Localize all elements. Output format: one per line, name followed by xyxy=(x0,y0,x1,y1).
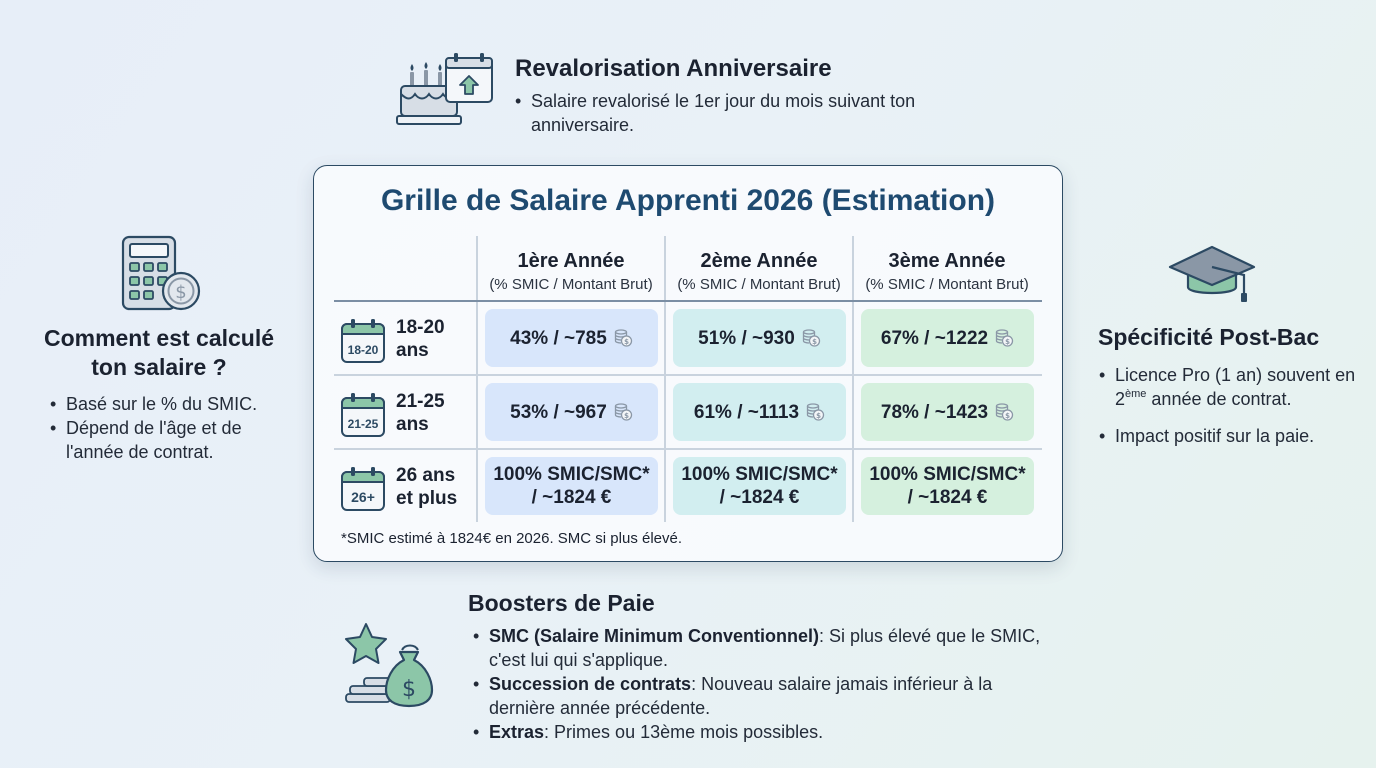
list-item: • SMC (Salaire Minimum Conventionnel): Si plus élevé que le SMIC, c'est lui qui s'applique. xyxy=(473,624,1053,672)
table-cell: 78% / ~1423 xyxy=(861,383,1034,441)
divider xyxy=(334,374,1042,376)
list-item: • Licence Pro (1 an) souvent en 2ème année de contrat. xyxy=(1099,363,1359,411)
svg-text:26+: 26+ xyxy=(351,489,375,505)
list-item: • Dépend de l'âge et de l'année de contrat. xyxy=(50,416,290,464)
calculation-list xyxy=(50,392,290,464)
svg-text:$: $ xyxy=(402,677,416,702)
table-cell: 100% SMIC/SMC* / ~1824 € xyxy=(861,457,1034,515)
calculator-coin-icon xyxy=(117,235,205,315)
list-item: • Impact positif sur la paie. xyxy=(1099,424,1359,448)
boosters-title: Boosters de Paie xyxy=(468,590,655,616)
coin-stack-icon xyxy=(613,328,633,348)
graduation-cap-icon xyxy=(1168,243,1256,305)
coin-stack-icon xyxy=(801,328,821,348)
table-title: Grille de Salaire Apprenti 2026 (Estimation) xyxy=(380,184,996,217)
column-header-year2: 2ème Année (% SMIC / Montant Brut) xyxy=(677,250,841,293)
anniversary-title: Revalorisation Anniversaire xyxy=(515,55,832,82)
row-header-21-25: 21-25 21-25 ans xyxy=(340,388,472,442)
list-item: • Basé sur le % du SMIC. xyxy=(50,392,290,416)
header-divider xyxy=(334,300,1042,302)
birthday-cake-calendar-icon xyxy=(396,52,496,128)
calendar-icon xyxy=(340,392,386,438)
list-item: • Extras: Primes ou 13ème mois possibles. xyxy=(473,720,1053,744)
list-item: • Salaire revalorisé le 1er jour du mois suivant ton anniversaire. xyxy=(515,89,955,137)
post-bac-title: Spécificité Post-Bac xyxy=(1098,324,1320,350)
boosters-list xyxy=(473,624,1053,744)
svg-text:18-20: 18-20 xyxy=(347,343,379,357)
table-cell: 61% / ~1113 xyxy=(673,383,846,441)
column-header-year1: 1ère Année (% SMIC / Montant Brut) xyxy=(489,250,653,293)
table-cell: 53% / ~967 xyxy=(485,383,658,441)
table-footnote: *SMIC estimé à 1824€ en 2026. SMC si plus élevé. xyxy=(341,530,683,547)
table-cell: 100% SMIC/SMC* / ~1824 € xyxy=(673,457,846,515)
calculation-title: Comment est calculé ton salaire ? xyxy=(43,325,275,380)
coin-stack-icon xyxy=(994,328,1014,348)
list-item: • Succession de contrats: Nouveau salaire jamais inférieur à la dernière année précédente. xyxy=(473,672,1053,720)
anniversary-list xyxy=(515,89,955,137)
svg-text:21-25: 21-25 xyxy=(347,417,379,431)
coin-stack-icon xyxy=(613,402,633,422)
calendar-icon xyxy=(340,318,386,364)
row-header-18-20: 18-20 18-20 ans xyxy=(340,314,472,368)
coin-stack-icon xyxy=(994,402,1014,422)
table-cell: 51% / ~930 xyxy=(673,309,846,367)
row-header-26-plus: 26+ 26 ans et plus xyxy=(340,462,472,516)
table-cell: 43% / ~785 xyxy=(485,309,658,367)
divider xyxy=(334,448,1042,450)
post-bac-list xyxy=(1099,363,1359,461)
table-cell: 100% SMIC/SMC* / ~1824 € xyxy=(485,457,658,515)
star-money-bag-icon xyxy=(342,622,438,712)
coin-stack-icon xyxy=(805,402,825,422)
svg-text:$: $ xyxy=(175,282,187,303)
table-cell: 67% / ~1222 xyxy=(861,309,1034,367)
calendar-icon xyxy=(340,466,386,512)
column-header-year3: 3ème Année (% SMIC / Montant Brut) xyxy=(865,250,1029,293)
